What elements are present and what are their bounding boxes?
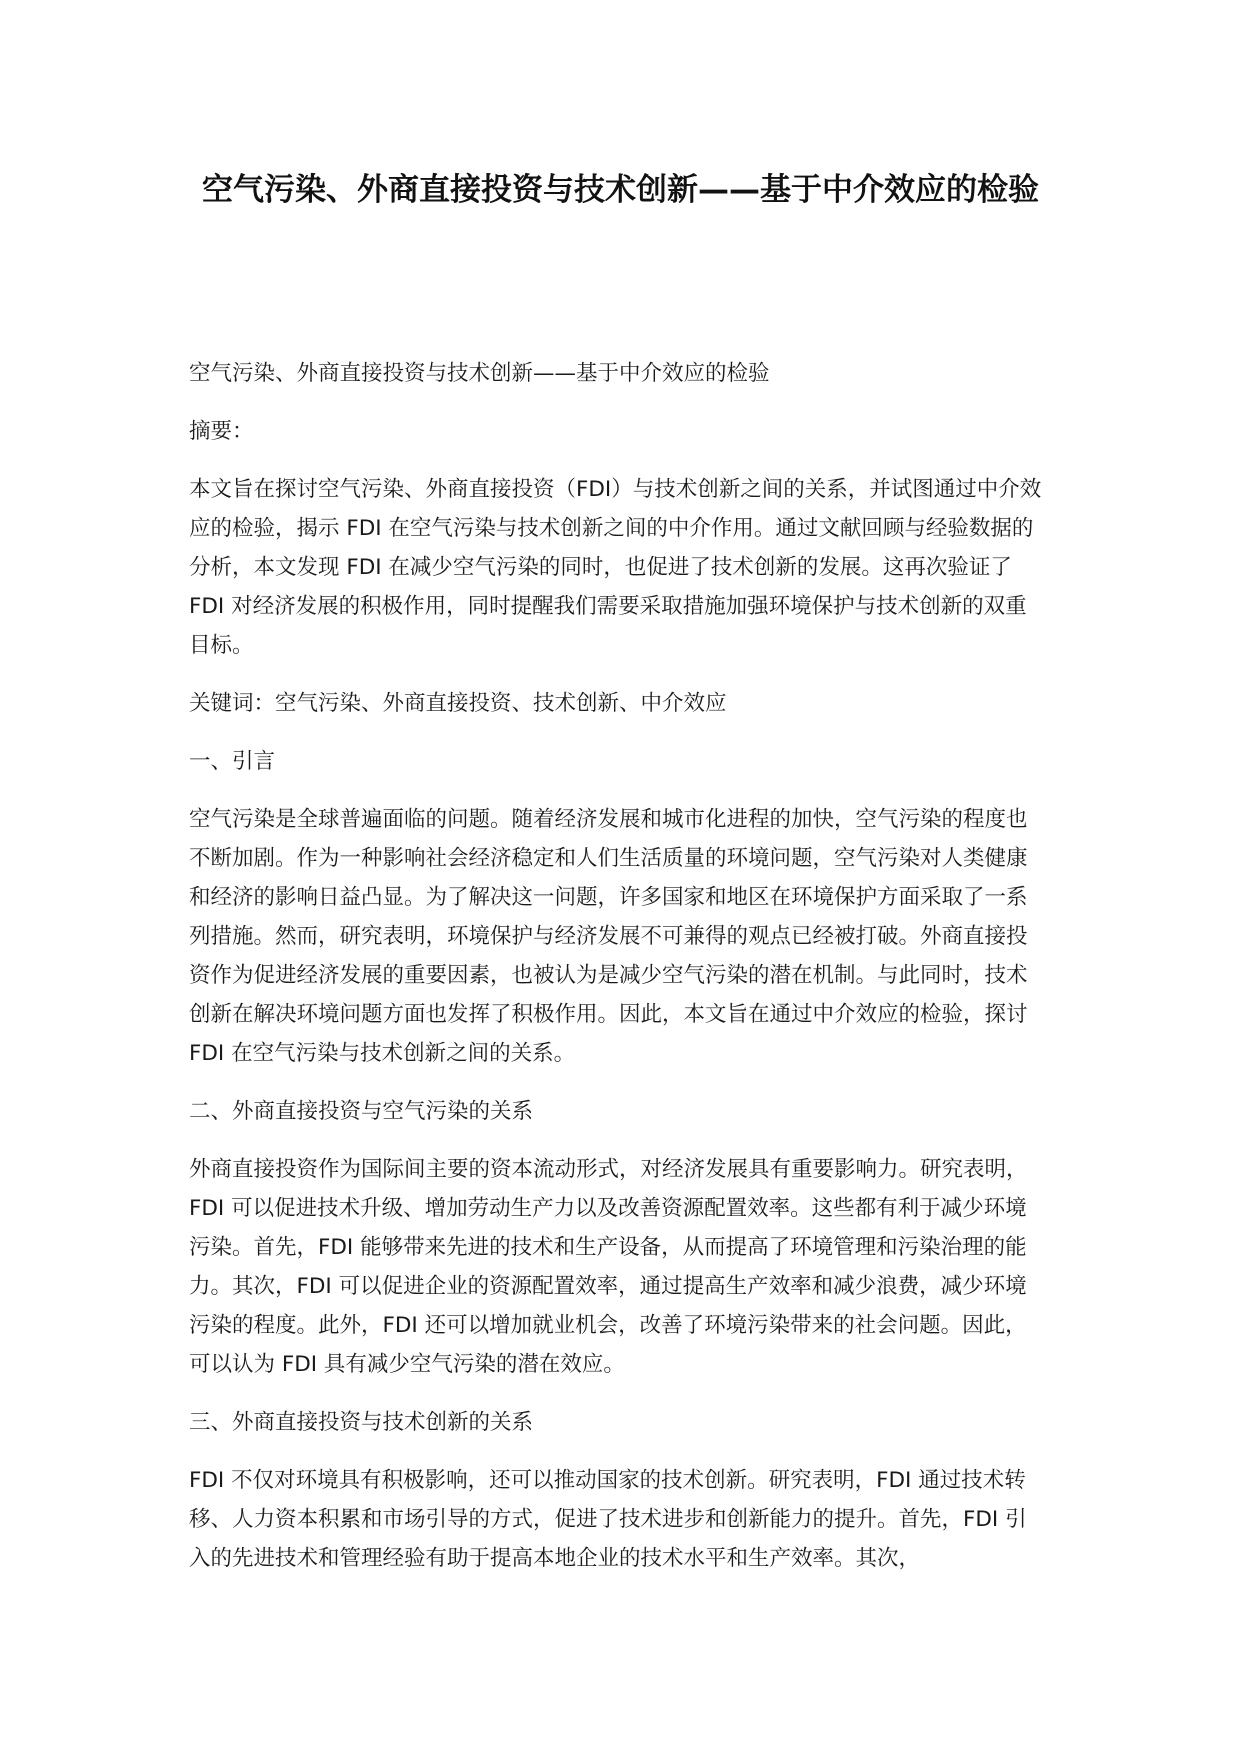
section-paragraph: 空气污染是全球普遍面临的问题。随着经济发展和城市化进程的加快，空气污染的程度也不断加剧。作为一种影响社会经济稳定和人们生活质量的环境问题，空气污染对人类健康和经济的影响日益凸显。为了解决这一问题，许多国家和地区在环境保护方面采取了一系列措施。然而，研究表明，环境保护与经济发展不可兼得的观点已经被打破。外商直接投资作为促进经济发展的重要因素，也被认为是减少空气污染的潜在机制。与此同时，技术创新在解决环境问题方面也发挥了积极作用。因此，本文旨在通过中介效应的检验，探讨 FDI 在空气污染与技术创新之间的关系。 — [189, 807, 1028, 1066]
section-heading: 三、外商直接投资与技术创新的关系 — [189, 1410, 534, 1435]
section-heading: 二、外商直接投资与空气污染的关系 — [189, 1099, 534, 1124]
section-paragraph: 外商直接投资作为国际间主要的资本流动形式，对经济发展具有重要影响力。研究表明，FDI 可以促进技术升级、增加劳动生产力以及改善资源配置效率。这些都有利于减少环境污染。首先，FDI 能够带来先进的技术和生产设备，从而提高了环境管理和污染治理的能力。其次，FDI 可以促进企业的资源配置效率，通过提高生产效率和减少浪费，减少环境污染的程度。此外，FDI 还可以增加就业机会，改善了环境污染带来的社会问题。因此，可以认为 FDI 具有减少空气污染的潜在效应。 — [189, 1157, 1028, 1377]
document-body — [189, 354, 1045, 1597]
document-title: 空气污染、外商直接投资与技术创新——基于中介效应的检验 — [202, 172, 1039, 208]
abstract-paragraph: 本文旨在探讨空气污染、外商直接投资（FDI）与技术创新之间的关系，并试图通过中介效应的检验，揭示 FDI 在空气污染与技术创新之间的中介作用。通过文献回顾与经验数据的分析，本文发现 FDI 在减少空气污染的同时，也促进了技术创新的发展。这再次验证了 FDI 对经济发展的积极作用，同时提醒我们需要采取措施加强环境保护与技术创新的双重目标。 — [189, 477, 1042, 658]
section-paragraph: FDI 不仅对环境具有积极影响，还可以推动国家的技术创新。研究表明，FDI 通过技术转移、人力资本积累和市场引导的方式，促进了技术进步和创新能力的提升。首先，FDI 引入的先进技术和管理经验有助于提高本地企业的技术水平和生产效率。其次， — [189, 1468, 1027, 1571]
document-subtitle: 空气污染、外商直接投资与技术创新——基于中介效应的检验 — [189, 361, 770, 386]
section-heading: 一、引言 — [189, 749, 276, 774]
keywords-line: 关键词：空气污染、外商直接投资、技术创新、中介效应 — [189, 691, 727, 716]
abstract-label: 摘要： — [189, 419, 254, 444]
